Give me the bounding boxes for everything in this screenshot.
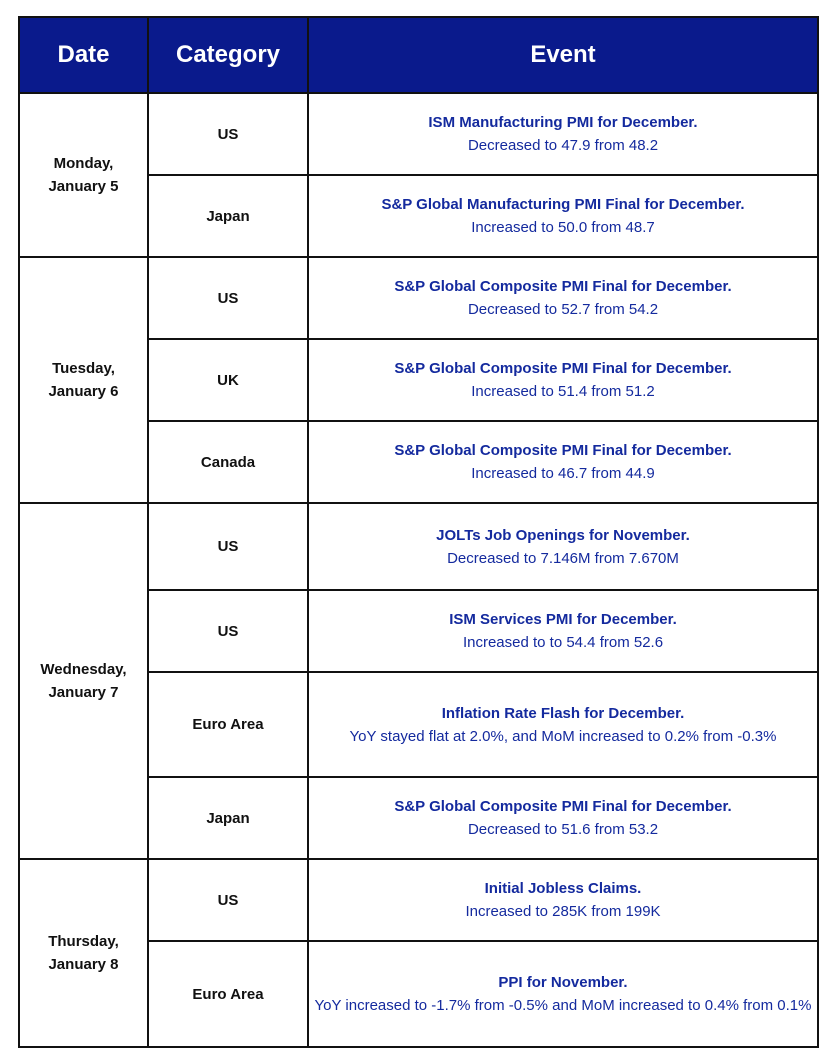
event-description: YoY increased to -1.7% from -0.5% and MoM increased to 0.4% from 0.1% bbox=[314, 997, 812, 1014]
category-cell: US bbox=[148, 257, 308, 339]
event-title: S&P Global Composite PMI Final for December. bbox=[394, 798, 732, 815]
header-row bbox=[19, 17, 818, 93]
category-cell: Euro Area bbox=[148, 941, 308, 1047]
day-label: Tuesday, bbox=[52, 360, 115, 377]
event-cell bbox=[308, 503, 818, 590]
category-cell: Japan bbox=[148, 175, 308, 257]
event-description: Decreased to 52.7 from 54.2 bbox=[467, 301, 659, 318]
event-title: Initial Jobless Claims. bbox=[484, 880, 642, 897]
date-label: January 8 bbox=[48, 956, 119, 973]
event-title: S&P Global Manufacturing PMI Final for December. bbox=[381, 196, 745, 213]
category-cell: US bbox=[148, 93, 308, 175]
event-title: ISM Manufacturing PMI for December. bbox=[428, 114, 698, 131]
event-cell bbox=[308, 93, 818, 175]
event-cell bbox=[308, 257, 818, 339]
event-description: Increased to 51.4 from 51.2 bbox=[471, 383, 655, 400]
day-label: Monday, bbox=[53, 155, 114, 172]
date-label: January 6 bbox=[48, 383, 119, 400]
header-event: Event bbox=[308, 17, 818, 93]
event-description: Increased to 46.7 from 44.9 bbox=[471, 465, 655, 482]
event-description: Increased to to 54.4 from 52.6 bbox=[462, 634, 664, 651]
date-label: January 7 bbox=[48, 684, 119, 701]
event-title: PPI for November. bbox=[498, 974, 628, 991]
event-cell bbox=[308, 672, 818, 777]
event-title: S&P Global Composite PMI Final for December. bbox=[394, 442, 732, 459]
date-cell bbox=[19, 93, 148, 257]
event-title: S&P Global Composite PMI Final for December. bbox=[394, 278, 732, 295]
date-label: January 5 bbox=[48, 178, 119, 195]
day-label: Wednesday, bbox=[40, 661, 127, 678]
event-description: Increased to 50.0 from 48.7 bbox=[471, 219, 655, 236]
event-description: Decreased to 7.146M from 7.670M bbox=[447, 549, 679, 567]
date-cell bbox=[19, 859, 148, 1047]
table-row bbox=[19, 93, 818, 175]
event-cell bbox=[308, 859, 818, 941]
table-row bbox=[19, 503, 818, 590]
category-cell: US bbox=[148, 590, 308, 672]
event-cell bbox=[308, 339, 818, 421]
category-cell: US bbox=[148, 503, 308, 590]
event-cell bbox=[308, 941, 818, 1047]
category-cell: US bbox=[148, 859, 308, 941]
event-cell bbox=[308, 777, 818, 859]
event-description: Decreased to 51.6 from 53.2 bbox=[467, 821, 659, 838]
event-cell bbox=[308, 175, 818, 257]
table-row bbox=[19, 859, 818, 941]
header-date: Date bbox=[19, 17, 148, 93]
event-description: Decreased to 47.9 from 48.2 bbox=[467, 137, 659, 154]
event-cell bbox=[308, 590, 818, 672]
header-category: Category bbox=[148, 17, 308, 93]
economic-calendar-table bbox=[18, 16, 819, 1048]
category-cell: Canada bbox=[148, 421, 308, 503]
category-cell: Euro Area bbox=[148, 672, 308, 777]
day-label: Thursday, bbox=[48, 933, 119, 950]
table-row bbox=[19, 257, 818, 339]
event-title: JOLTs Job Openings for November. bbox=[436, 526, 690, 544]
category-cell: Japan bbox=[148, 777, 308, 859]
event-description: YoY stayed flat at 2.0%, and MoM increased to 0.2% from -0.3% bbox=[349, 727, 777, 745]
category-cell: UK bbox=[148, 339, 308, 421]
event-title: Inflation Rate Flash for December. bbox=[441, 704, 685, 722]
event-title: ISM Services PMI for December. bbox=[449, 611, 677, 628]
date-cell bbox=[19, 503, 148, 859]
event-description: Increased to 285K from 199K bbox=[465, 903, 661, 920]
date-cell bbox=[19, 257, 148, 503]
event-title: S&P Global Composite PMI Final for December. bbox=[394, 360, 732, 377]
event-cell bbox=[308, 421, 818, 503]
